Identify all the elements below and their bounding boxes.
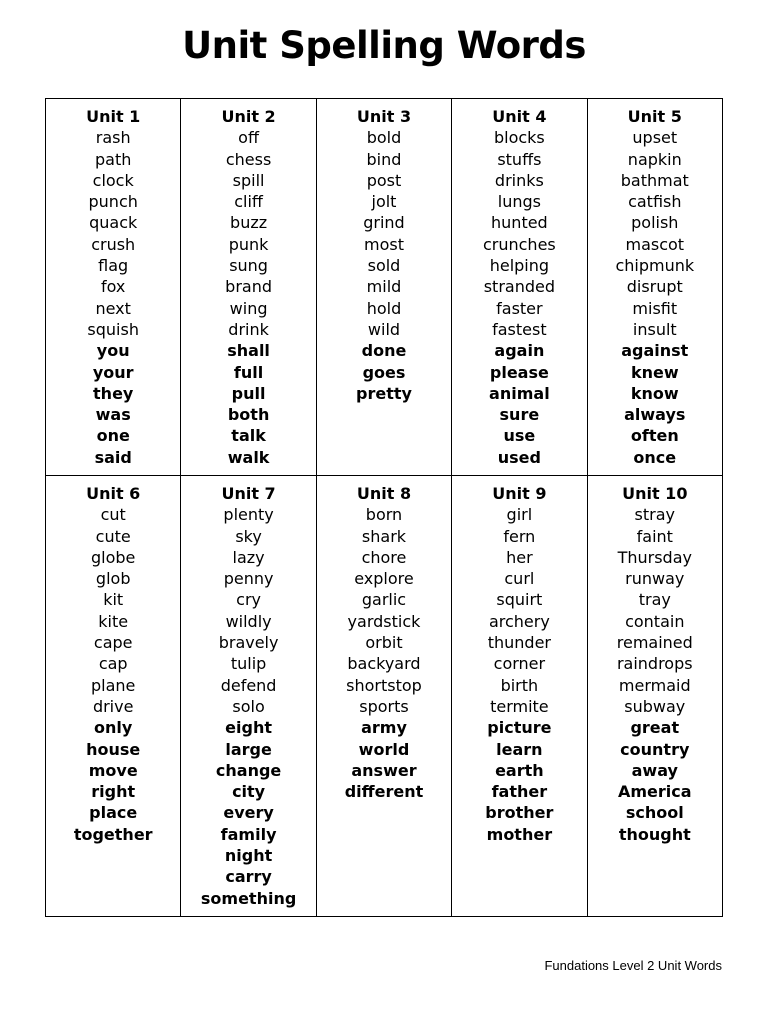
- spelling-word: mascot: [625, 234, 685, 254]
- trick-word: animal: [489, 383, 550, 403]
- trick-word: large: [225, 739, 272, 759]
- spelling-word: grind: [363, 213, 405, 233]
- spelling-word: sports: [359, 696, 409, 716]
- unit-word-list: [452, 99, 586, 468]
- trick-word: different: [344, 782, 424, 802]
- spelling-word: birth: [500, 675, 539, 695]
- trick-word: done: [361, 341, 407, 361]
- spelling-word: sky: [235, 526, 262, 546]
- unit-cell: [181, 99, 316, 476]
- unit-word-list: [317, 476, 451, 802]
- spelling-word: faster: [496, 298, 543, 318]
- spelling-word: upset: [632, 128, 678, 148]
- spelling-word: plenty: [223, 505, 274, 525]
- spelling-word: chess: [225, 149, 272, 169]
- trick-word: away: [631, 760, 678, 780]
- unit-cell: [587, 99, 722, 476]
- spelling-word: disrupt: [626, 277, 683, 297]
- spelling-word: cliff: [234, 192, 263, 212]
- trick-word: pretty: [356, 383, 412, 403]
- spelling-word: squish: [87, 319, 139, 339]
- spelling-word: bind: [366, 149, 402, 169]
- trick-word: please: [489, 362, 549, 382]
- spelling-word: insult: [632, 319, 677, 339]
- spelling-word: drinks: [494, 170, 544, 190]
- spelling-word: misfit: [632, 298, 678, 318]
- spelling-word: faint: [636, 526, 673, 546]
- spelling-word: kite: [98, 611, 129, 631]
- unit-cell: [46, 99, 181, 476]
- spelling-word: archery: [488, 611, 550, 631]
- spelling-word: yardstick: [347, 611, 421, 631]
- unit-heading: Unit 6: [86, 484, 141, 503]
- spelling-word: stuffs: [497, 149, 542, 169]
- trick-word: America: [618, 782, 692, 802]
- spelling-word: girl: [506, 505, 533, 525]
- trick-word: change: [215, 760, 282, 780]
- spelling-word: clock: [92, 170, 134, 190]
- spelling-word: thunder: [487, 633, 551, 653]
- spelling-word: solo: [232, 696, 265, 716]
- spelling-word: crunches: [482, 234, 556, 254]
- unit-cell: [587, 476, 722, 917]
- spelling-word: drive: [92, 696, 134, 716]
- spelling-word: path: [95, 149, 132, 169]
- spelling-word: shark: [361, 526, 407, 546]
- table-row: [46, 99, 723, 476]
- trick-word: was: [95, 405, 131, 425]
- spelling-word: cap: [98, 654, 128, 674]
- trick-word: brother: [485, 803, 554, 823]
- trick-word: shall: [227, 341, 270, 361]
- unit-word-list: [46, 99, 180, 468]
- unit-cell: [46, 476, 181, 917]
- unit-word-list: [181, 476, 315, 909]
- trick-word: against: [621, 341, 689, 361]
- spelling-word: lazy: [232, 547, 265, 567]
- spelling-word: rash: [95, 128, 131, 148]
- trick-word: family: [220, 824, 277, 844]
- spelling-word: tray: [638, 590, 671, 610]
- spelling-word: punch: [88, 192, 138, 212]
- unit-cell: [181, 476, 316, 917]
- trick-word: know: [630, 383, 679, 403]
- spelling-word: drink: [228, 319, 269, 339]
- spelling-word: corner: [493, 654, 546, 674]
- trick-word: night: [224, 846, 273, 866]
- spelling-word: penny: [223, 569, 274, 589]
- page-title: Unit Spelling Words: [182, 24, 586, 67]
- unit-word-list: [588, 476, 722, 845]
- spelling-word: jolt: [371, 192, 397, 212]
- spelling-word: contain: [625, 611, 685, 631]
- trick-word: again: [494, 341, 545, 361]
- spelling-word: globe: [91, 547, 136, 567]
- trick-word: sure: [499, 405, 540, 425]
- spelling-word: fastest: [492, 319, 547, 339]
- trick-word: your: [92, 362, 134, 382]
- unit-cell: [316, 476, 451, 917]
- spelling-word: sung: [229, 256, 268, 276]
- spelling-word: born: [365, 505, 403, 525]
- spelling-word: chipmunk: [615, 256, 695, 276]
- trick-word: answer: [351, 760, 417, 780]
- unit-heading: Unit 9: [492, 484, 547, 503]
- trick-word: thought: [618, 824, 691, 844]
- trick-word: right: [91, 782, 136, 802]
- spelling-word: sold: [367, 256, 401, 276]
- trick-word: goes: [362, 362, 406, 382]
- trick-word: always: [624, 405, 686, 425]
- unit-heading: Unit 1: [86, 107, 141, 126]
- trick-word: full: [233, 362, 264, 382]
- trick-word: you: [96, 341, 130, 361]
- trick-word: world: [358, 739, 410, 759]
- spelling-word: shortstop: [346, 675, 422, 695]
- spelling-word: off: [238, 128, 259, 148]
- trick-word: one: [96, 426, 130, 446]
- unit-cell: [316, 99, 451, 476]
- trick-word: knew: [630, 362, 679, 382]
- unit-word-list: [317, 99, 451, 404]
- spelling-word: backyard: [347, 654, 421, 674]
- table-row: [46, 476, 723, 917]
- spelling-word: punk: [228, 234, 269, 254]
- spelling-word: stranded: [483, 277, 556, 297]
- spelling-word: catfish: [628, 192, 682, 212]
- trick-word: picture: [487, 718, 552, 738]
- trick-word: carry: [225, 867, 272, 887]
- spelling-word: chore: [361, 547, 407, 567]
- unit-word-list: [46, 476, 180, 845]
- spelling-word: spill: [232, 170, 265, 190]
- spelling-word: mermaid: [618, 675, 691, 695]
- trick-word: used: [497, 447, 541, 467]
- unit-heading: Unit 2: [221, 107, 276, 126]
- trick-word: something: [200, 888, 297, 908]
- trick-word: learn: [496, 739, 543, 759]
- spelling-word: defend: [220, 675, 277, 695]
- spelling-word: bold: [366, 128, 402, 148]
- spelling-word: bathmat: [620, 170, 689, 190]
- spelling-word: buzz: [230, 213, 268, 233]
- spelling-word: raindrops: [616, 654, 693, 674]
- spelling-word: cape: [93, 633, 133, 653]
- unit-heading: Unit 10: [622, 484, 688, 503]
- trick-word: they: [93, 383, 134, 403]
- unit-heading: Unit 5: [627, 107, 682, 126]
- spelling-word: wing: [229, 298, 268, 318]
- trick-word: walk: [227, 447, 270, 467]
- spelling-word: flag: [98, 256, 129, 276]
- spelling-word: tulip: [230, 654, 267, 674]
- trick-word: use: [503, 426, 536, 446]
- trick-word: every: [223, 803, 274, 823]
- trick-word: only: [94, 718, 133, 738]
- trick-word: often: [630, 426, 679, 446]
- spelling-word: explore: [354, 569, 414, 589]
- spelling-word: plane: [91, 675, 136, 695]
- spelling-word: fox: [100, 277, 126, 297]
- spelling-word: quack: [89, 213, 138, 233]
- trick-word: once: [633, 447, 677, 467]
- spelling-word: hold: [366, 298, 402, 318]
- spelling-word: blocks: [493, 128, 545, 148]
- trick-word: talk: [231, 426, 266, 446]
- spelling-word: curl: [504, 569, 535, 589]
- spelling-word: subway: [624, 696, 686, 716]
- spelling-word: runway: [625, 569, 685, 589]
- trick-word: house: [86, 739, 141, 759]
- trick-word: army: [361, 718, 407, 738]
- unit-heading: Unit 7: [221, 484, 276, 503]
- unit-word-list: [181, 99, 315, 468]
- trick-word: mother: [486, 824, 553, 844]
- unit-heading: Unit 3: [356, 107, 412, 126]
- spelling-word: wild: [367, 319, 401, 339]
- trick-word: earth: [495, 760, 544, 780]
- trick-word: move: [88, 760, 138, 780]
- trick-word: father: [491, 782, 548, 802]
- spelling-word: crush: [91, 234, 136, 254]
- unit-heading: Unit 8: [356, 484, 412, 503]
- trick-word: city: [232, 782, 266, 802]
- spelling-word: stray: [634, 505, 676, 525]
- spelling-word: squirt: [496, 590, 543, 610]
- trick-word: place: [89, 803, 138, 823]
- unit-cell: [452, 99, 587, 476]
- spelling-word: glob: [95, 569, 131, 589]
- spelling-word: her: [506, 547, 533, 567]
- trick-word: school: [625, 803, 684, 823]
- unit-word-list: [588, 99, 722, 468]
- spelling-word: polish: [631, 213, 679, 233]
- spelling-word: helping: [489, 256, 550, 276]
- trick-word: both: [227, 405, 270, 425]
- trick-word: said: [94, 447, 132, 467]
- unit-word-list: [452, 476, 586, 845]
- spelling-word: next: [95, 298, 131, 318]
- spelling-word: post: [366, 170, 402, 190]
- spelling-word: bravely: [218, 633, 279, 653]
- spelling-word: brand: [225, 277, 272, 297]
- spelling-word: wildly: [225, 611, 272, 631]
- spelling-word: fern: [503, 526, 536, 546]
- spelling-word: kit: [103, 590, 124, 610]
- trick-word: great: [630, 718, 680, 738]
- spelling-word: remained: [616, 633, 693, 653]
- spelling-word: mild: [366, 277, 402, 297]
- trick-word: country: [620, 739, 690, 759]
- spelling-word: termite: [490, 696, 549, 716]
- spelling-word: lungs: [497, 192, 541, 212]
- footer-caption: Fundations Level 2 Unit Words: [544, 958, 722, 973]
- spelling-word: garlic: [361, 590, 407, 610]
- spelling-words-table: [45, 98, 723, 917]
- spelling-word: cute: [95, 526, 131, 546]
- unit-heading: Unit 4: [492, 107, 547, 126]
- spelling-word: cut: [100, 505, 126, 525]
- spelling-word: most: [363, 234, 404, 254]
- trick-word: pull: [231, 383, 266, 403]
- spelling-word: napkin: [627, 149, 682, 169]
- trick-word: together: [73, 824, 153, 844]
- spelling-word: hunted: [491, 213, 548, 233]
- spelling-word: cry: [236, 590, 261, 610]
- spelling-word: Thursday: [617, 547, 692, 567]
- unit-cell: [452, 476, 587, 917]
- spelling-word: orbit: [365, 633, 403, 653]
- trick-word: eight: [225, 718, 272, 738]
